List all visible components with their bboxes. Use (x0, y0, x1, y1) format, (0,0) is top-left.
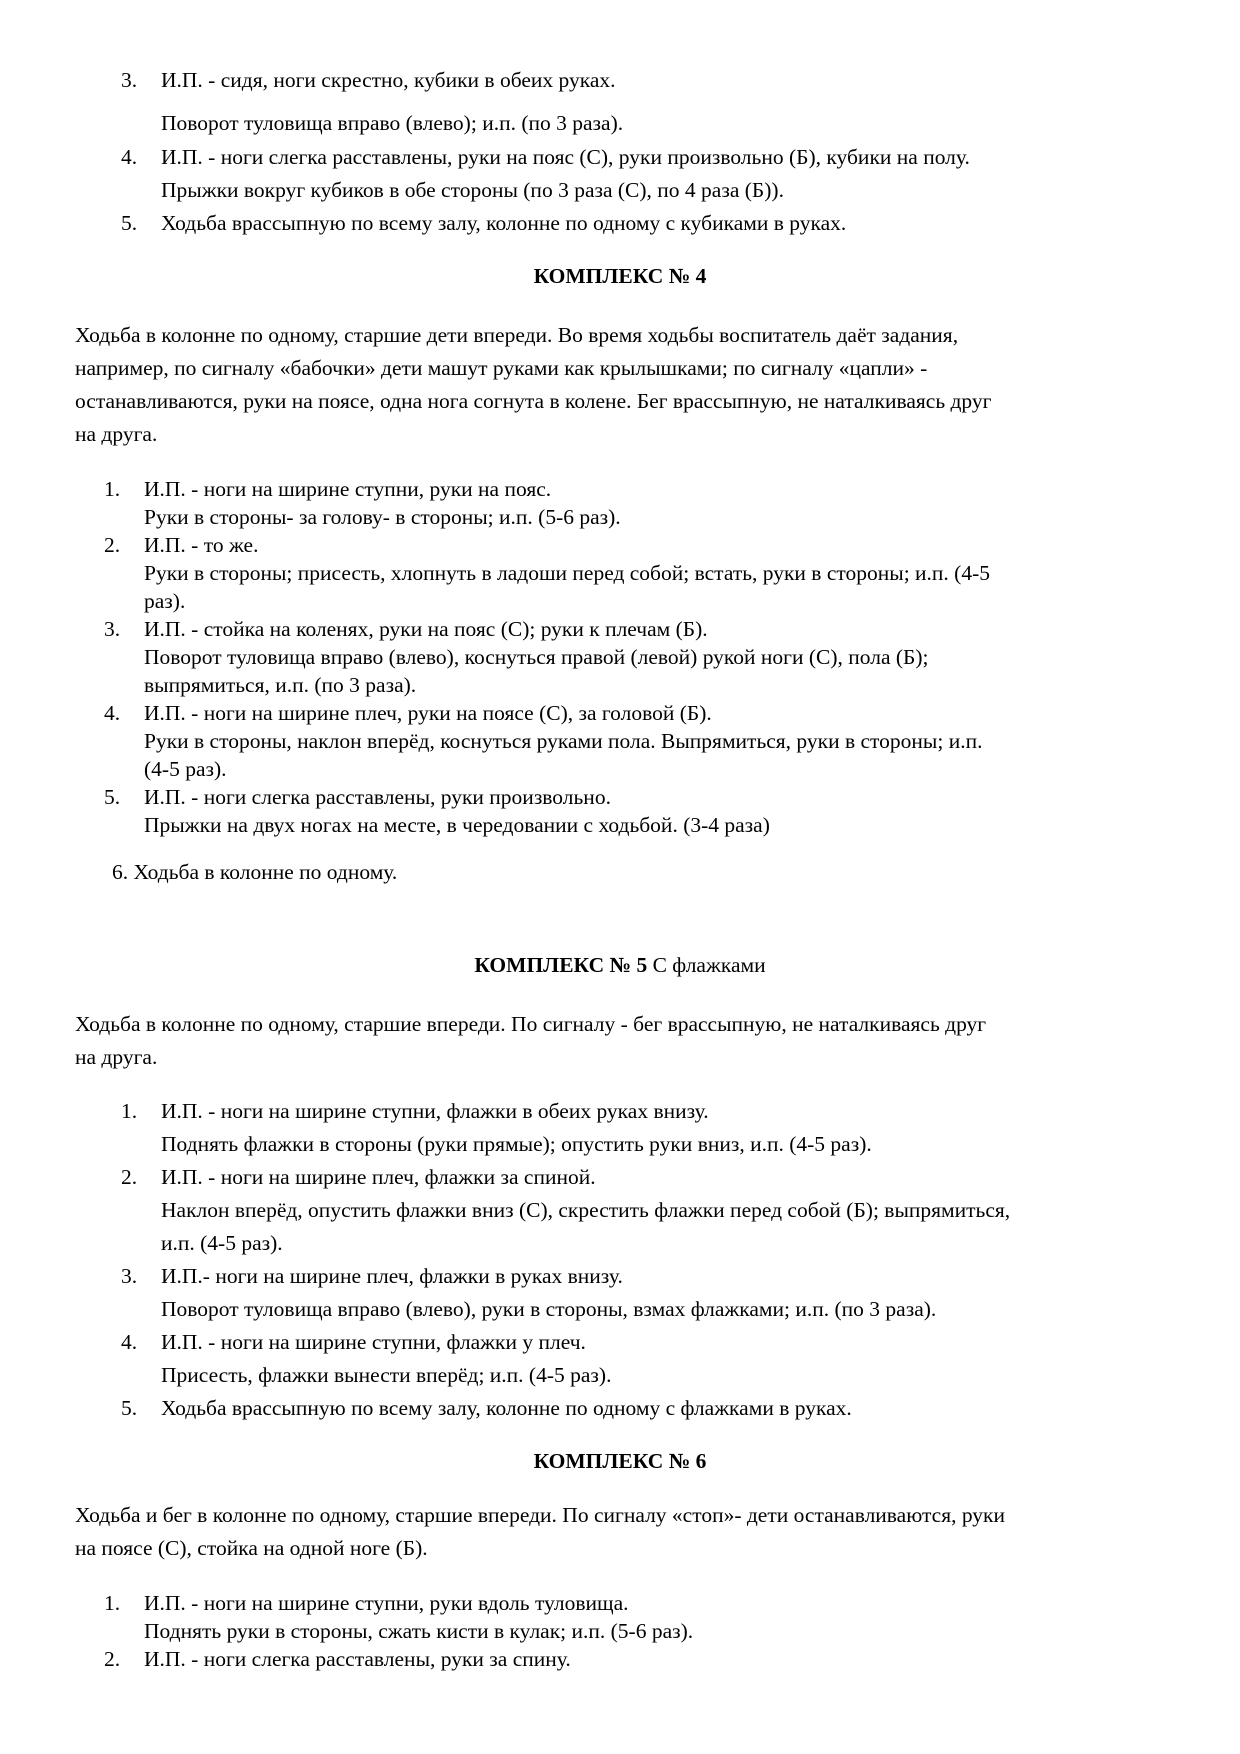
list-item-line: И.П. - ноги на ширине ступни, флажки у плеч. (161, 1330, 586, 1354)
list-number: 5. (104, 785, 121, 809)
list-item-line: И.П. - ноги на ширине ступни, флажки в обеих руках внизу. (161, 1099, 709, 1123)
list-item-line: И.П. - ноги слегка расставлены, руки произвольно. (144, 785, 611, 809)
list-item-line: И.П. - ноги слегка расставлены, руки за спину. (144, 1647, 571, 1671)
list-number: 1. (104, 1591, 121, 1615)
paragraph-line: останавливаются, руки на поясе, одна нога согнута в колене. Бег врассыпную, не наталкиваясь друг (75, 389, 992, 413)
section-heading-complex-5 (0, 952, 1240, 978)
list-item-line: И.П. - ноги на ширине ступни, руки на пояс. (144, 477, 552, 501)
paragraph-line: например, по сигналу «бабочки» дети машут руками как крылышками; по сигналу «цапли» - (75, 356, 928, 380)
list-item-line: (4-5 раз). (144, 757, 227, 781)
list-item-line: И.П. - ноги на ширине плеч, руки на поясе (С), за головой (Б). (144, 701, 712, 725)
list-item-line: Руки в стороны, наклон вперёд, коснуться руками пола. Выпрямиться, руки в стороны; и.п. (144, 729, 983, 753)
list-item-line: выпрямиться, и.п. (по 3 раза). (144, 673, 417, 697)
list-final-item: 6. Ходьба в колонне по одному. (112, 860, 398, 884)
list-number: 4. (121, 145, 138, 169)
list-item-line: Поднять флажки в стороны (руки прямые); опустить руки вниз, и.п. (4-5 раз). (161, 1132, 872, 1156)
list-item-line: И.П.- ноги на ширине плеч, флажки в руках внизу. (161, 1264, 623, 1288)
list-number: 2. (104, 1647, 121, 1671)
list-item-line: Поворот туловища вправо (влево), руки в стороны, взмах флажками; и.п. (по 3 раза). (161, 1297, 937, 1321)
list-item-line: раз). (144, 589, 186, 613)
list-item-line: Поднять руки в стороны, сжать кисти в кулак; и.п. (5-6 раз). (144, 1619, 694, 1643)
paragraph-line: на друга. (75, 1045, 158, 1069)
list-item-line: Прыжки на двух ногах на месте, в чередовании с ходьбой. (3-4 раза) (144, 813, 770, 837)
list-number: 3. (104, 617, 121, 641)
list-number: 1. (121, 1099, 138, 1123)
list-item-line: И.П. - то же. (144, 533, 259, 557)
list-number: 4. (104, 701, 121, 725)
heading-text: КОМПЛЕКС № 5 (474, 953, 648, 977)
list-item-line: И.П. - сидя, ноги скрестно, кубики в обеих руках. (161, 68, 616, 92)
list-item-line: и.п. (4-5 раз). (161, 1231, 283, 1255)
section-heading-complex-6 (0, 1448, 1240, 1474)
paragraph-line: на поясе (С), стойка на одной ноге (Б). (75, 1536, 428, 1560)
list-item-line: Руки в стороны; присесть, хлопнуть в ладоши перед собой; встать, руки в стороны; и.п. (4-5 (144, 561, 990, 585)
list-number: 1. (104, 477, 121, 501)
list-number: 2. (121, 1165, 138, 1189)
paragraph-line: Ходьба в колонне по одному, старшие впереди. По сигналу - бег врассыпную, не наталкиваясь друг (75, 1012, 987, 1036)
list-item-line: Ходьба врассыпную по всему залу, колонне по одному с кубиками в руках. (161, 211, 847, 235)
list-number: 4. (121, 1330, 138, 1354)
list-number: 3. (121, 1264, 138, 1288)
heading-subtitle: С флажками (647, 953, 766, 977)
list-item-line: И.П. - ноги на ширине ступни, руки вдоль туловища. (144, 1591, 629, 1615)
list-item-line: Поворот туловища вправо (влево); и.п. (по 3 раза). (161, 111, 624, 135)
list-item-line: Прыжки вокруг кубиков в обе стороны (по 3 раза (С), по 4 раза (Б)). (161, 178, 784, 202)
paragraph-line: на друга. (75, 422, 158, 446)
list-item-line: И.П. - ноги на ширине плеч, флажки за спиной. (161, 1165, 596, 1189)
list-item-line: Наклон вперёд, опустить флажки вниз (С), скрестить флажки перед собой (Б); выпрямиться, (161, 1198, 1011, 1222)
paragraph-line: Ходьба в колонне по одному, старшие дети впереди. Во время ходьбы воспитатель даёт задания, (75, 323, 959, 347)
list-item-line: Ходьба врассыпную по всему залу, колонне по одному с флажками в руках. (161, 1396, 852, 1420)
heading-text: КОМПЛЕКС № 4 (533, 264, 707, 288)
list-item-line: Руки в стороны- за голову- в стороны; и.п. (5-6 раз). (144, 505, 621, 529)
heading-text: КОМПЛЕКС № 6 (533, 1449, 707, 1473)
list-number: 3. (121, 68, 138, 92)
section-heading-complex-4 (0, 263, 1240, 289)
list-number: 5. (121, 211, 138, 235)
list-item-line: И.П. - стойка на коленях, руки на пояс (С); руки к плечам (Б). (144, 617, 708, 641)
list-item-line: Поворот туловища вправо (влево), коснуться правой (левой) рукой ноги (С), пола (Б); (144, 645, 929, 669)
list-item-line: Присесть, флажки вынести вперёд; и.п. (4-5 раз). (161, 1363, 612, 1387)
list-number: 2. (104, 533, 121, 557)
paragraph-line: Ходьба и бег в колонне по одному, старшие впереди. По сигналу «стоп»- дети останавливаются, руки (75, 1503, 1006, 1527)
list-item-line: И.П. - ноги слегка расставлены, руки на пояс (С), руки произвольно (Б), кубики на полу. (161, 145, 970, 169)
list-number: 5. (121, 1396, 138, 1420)
